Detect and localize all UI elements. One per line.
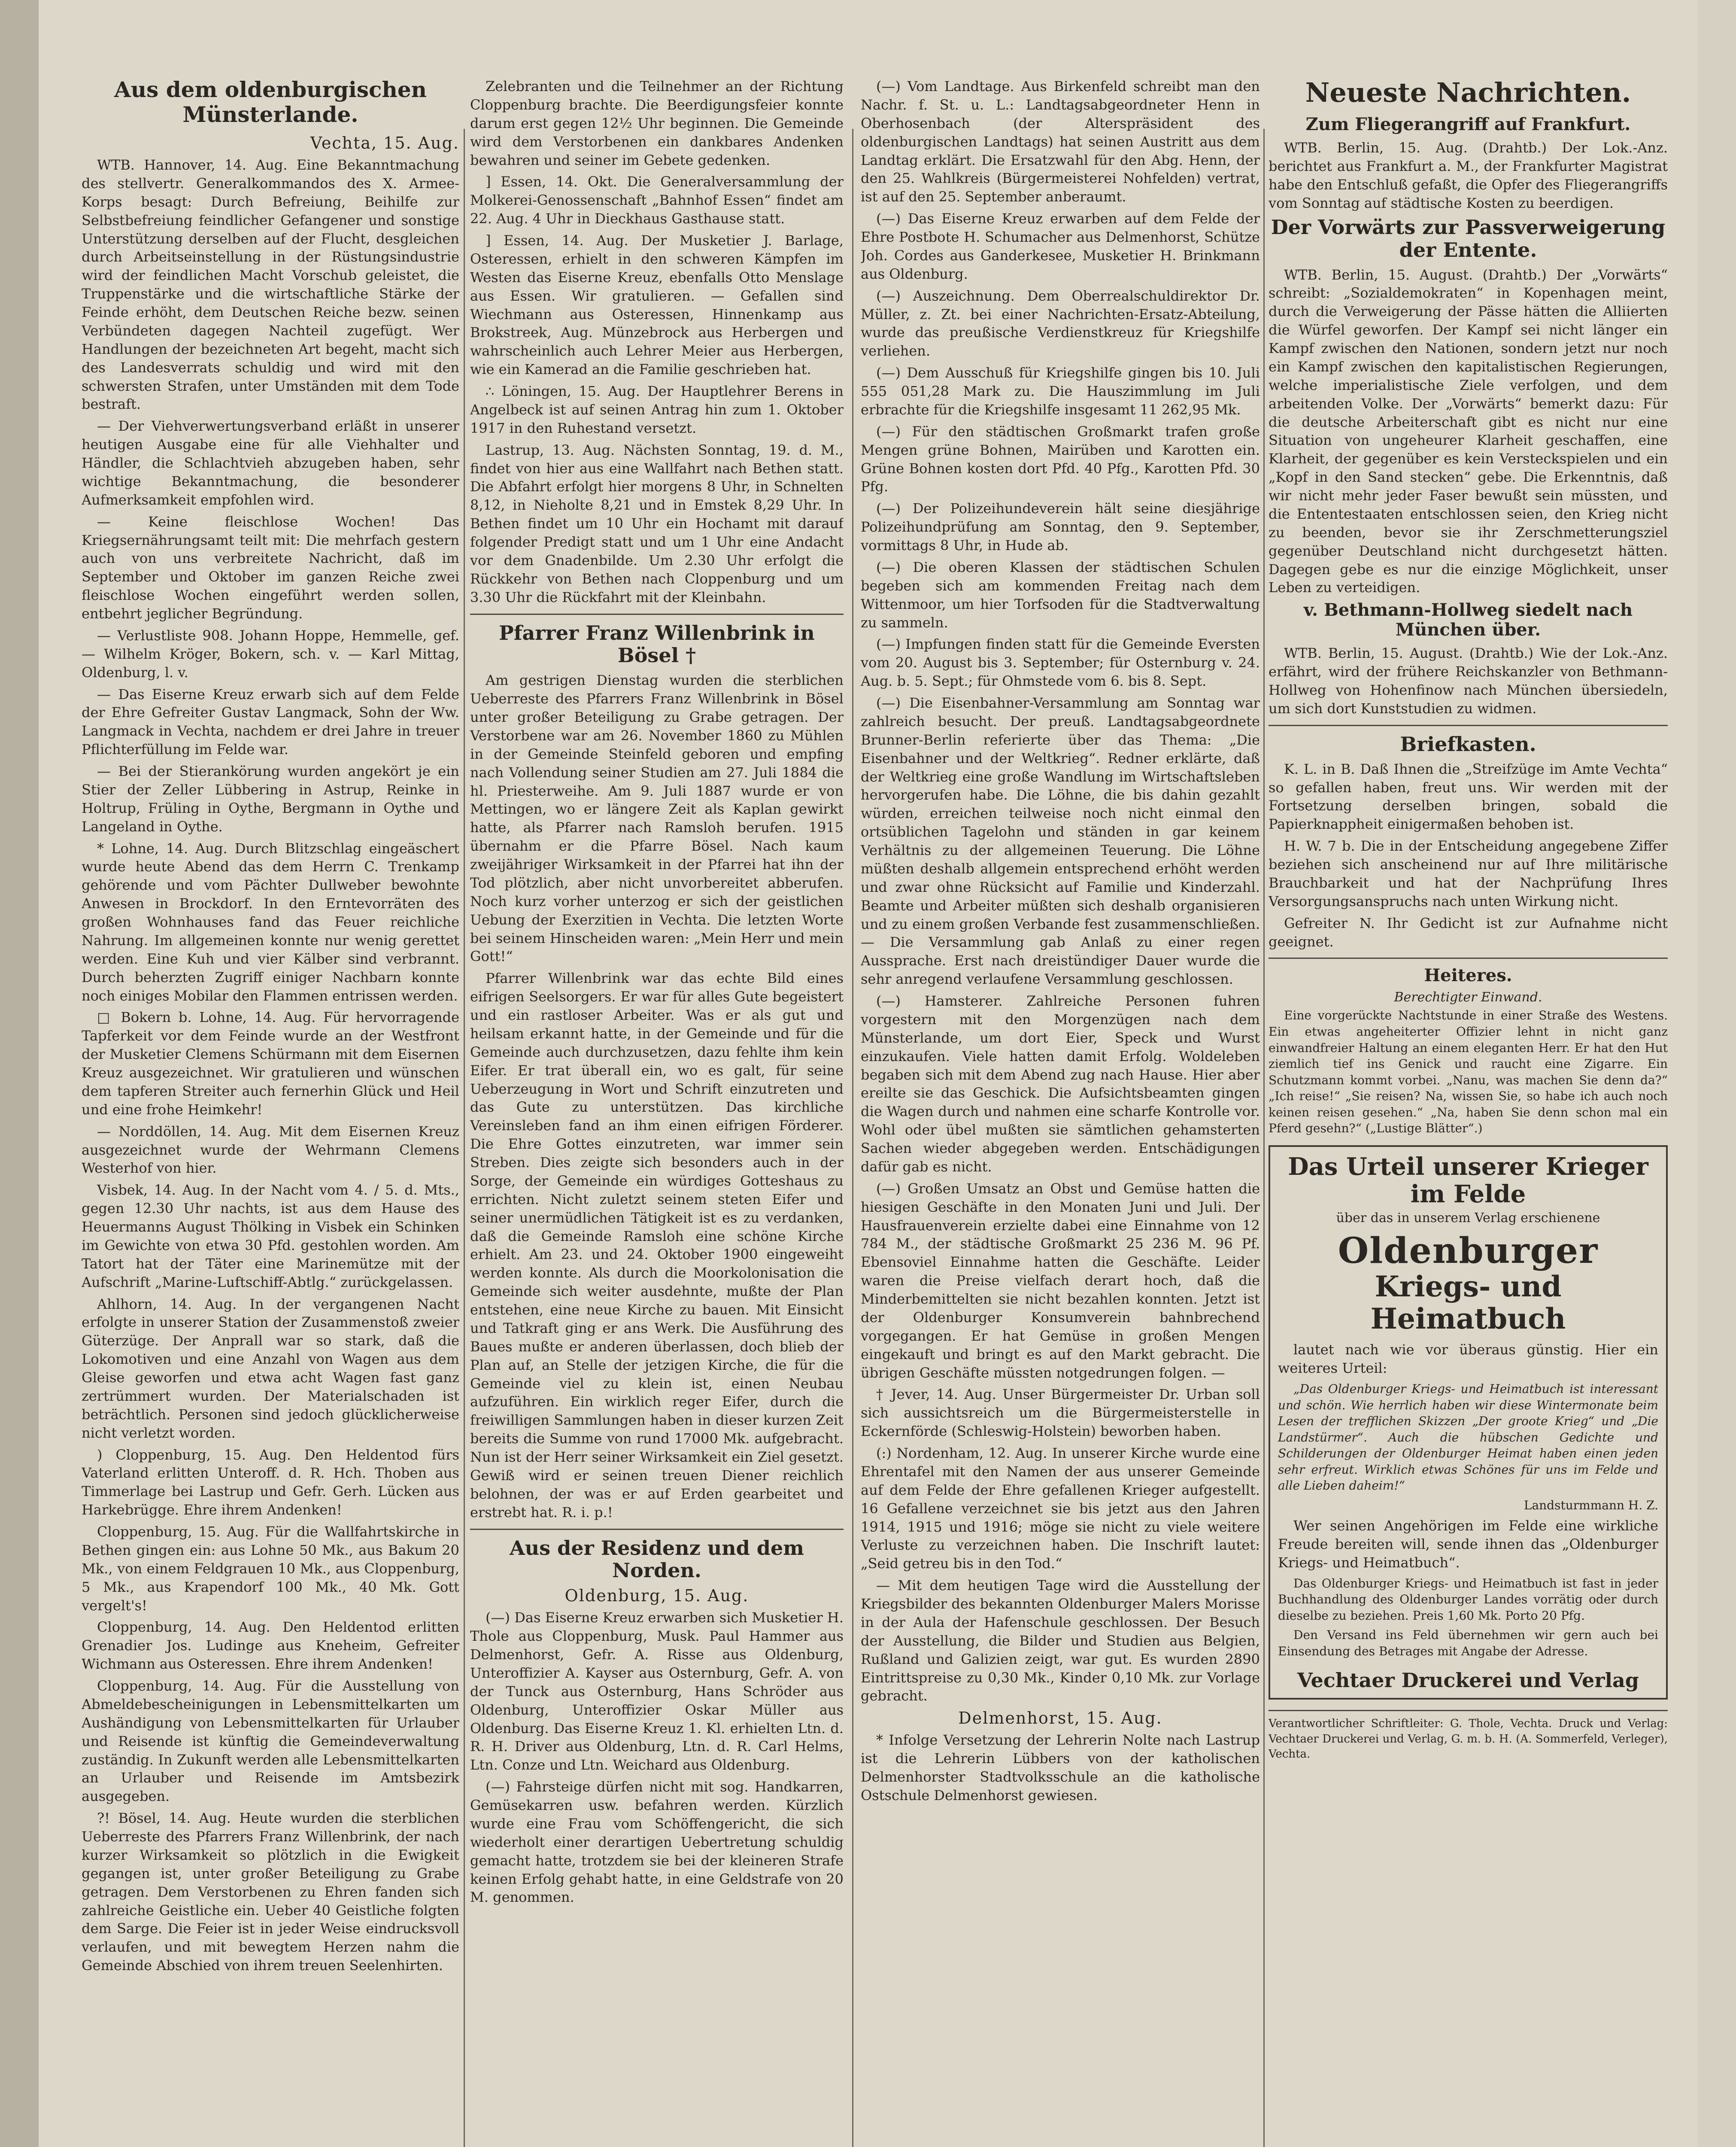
news-item: — Keine fleischlose Wochen! Das Kriegsernährungsamt teilt mit: Die mehrfach gestern auch von uns verbreitete Nachricht, daß im September und Oktober im ganzen Reiche zwei fleischlose Wochen eingeführt werden sollen, entbehrt jeglicher Begründung.	[82, 513, 459, 622]
ad-book-title-line2: Kriegs- und Heimatbuch	[1370, 1269, 1566, 1336]
column-1	[82, 77, 459, 2147]
news-headline: Der Vorwärts zur Passverweigerung der Entente.	[1271, 215, 1666, 262]
section-heading: Aus der Residenz und dem Norden.	[510, 1536, 804, 1582]
news-item: Zelebranten und die Teilnehmer an der Richtung Cloppenburg brachte. Die Beerdigungsfeier konnte darum erst gegen 12½ Uhr beginnen. Die Gemeinde wird dem Verstorbenen ein dankbares Andenken bewahren und seiner im Gebete gedenken.	[470, 78, 844, 168]
news-item: (—) Für den städtischen Großmarkt trafen große Mengen grüne Bohnen, Mairüben und Karotten ein. Grüne Bohnen kosten dort Pfd. 40 Pfg., Karotten Pfd. 30 Pfg.	[861, 423, 1260, 495]
news-item: Cloppenburg, 14. Aug. Den Heldentod erlitten Grenadier Jos. Ludinge aus Kneheim, Gefreiter Wichmann aus Osteressen. Ehre ihrem Andenken!	[82, 1619, 459, 1673]
article-list	[82, 156, 459, 1975]
heiteres-heading: Heiteres.	[1424, 965, 1512, 986]
news-item: (—) Vom Landtage. Aus Birkenfeld schreibt man den Nachr. f. St. u. L.: Landtagsabgeordneter Henn in Oberhosenbach (der Alterspräsident des oldenburgischen Landtags) hat seinen Austritt aus dem Landtag erklärt. Die Ersatzwahl für den Abg. Henn, der den 25. Wahlkreis (Bürgermeisterei Nohfelden) vertrat, ist auf den 25. September anberaumt.	[861, 78, 1260, 205]
dateline: Vechta, 15. Aug.	[310, 134, 459, 152]
news-item: Lastrup, 13. Aug. Nächsten Sonntag, 19. d. M., findet von hier aus eine Wallfahrt nach Bethen statt. Die Abfahrt erfolgt hier morgens 8 Uhr, in Schnelten 8,12, in Nieholte 8,21 und in Emstek 8,29 Uhr. In Bethen findet um 10 Uhr ein Hochamt mit darauf folgender Predigt statt und um 1 Uhr eine Andacht vor dem Gnadenbilde. Um 2.30 Uhr erfolgt die Rückkehr von Bethen nach Cloppenburg und um 3.30 Uhr die Rückfahrt mit der Kleinbahn.	[470, 441, 844, 605]
news-item: * Lohne, 14. Aug. Durch Blitzschlag eingeäschert wurde heute Abend das dem Herrn C. Trenkamp gehörende und vom Pächter Dullweber bewohnte Anwesen in Brockdorf. In den Erntevorräten des großen Wohnhauses fand das Feuer reichliche Nahrung. Im allgemeinen konnte nur wenig gerettet werden. Eine Kuh und vier Kälber sind verbrannt. Durch beherzten Zugriff einiger Nachbarn konnte noch einiges Mobilar den Flammen entrissen werden.	[82, 840, 459, 1004]
news-item: — Verlustliste 908. Johann Hoppe, Hemmelle, gef. — Wilhelm Kröger, Bokern, sch. v. — Karl Mittag, Oldenburg, l. v.	[82, 627, 459, 681]
divider	[470, 614, 844, 615]
news-item: ∴ Löningen, 15. Aug. Der Hauptlehrer Berens in Angelbeck ist auf seinen Antrag hin zum 1. Oktober 1917 in den Ruhestand versetzt.	[470, 383, 844, 436]
article-list	[861, 77, 1260, 1705]
ad-book-title: Oldenburger	[1338, 1230, 1599, 1272]
divider	[1269, 725, 1668, 726]
divider	[470, 1529, 844, 1530]
ad-title: Das Urteil unserer Krieger im Felde	[1288, 1152, 1648, 1208]
briefkasten-heading: Briefkasten.	[1400, 732, 1536, 756]
news-item: Gefreiter N. Ihr Gedicht ist zur Aufnahme nicht geeignet.	[1269, 915, 1668, 950]
dateline: Delmenhorst, 15. Aug.	[958, 1709, 1162, 1728]
advertisement	[1269, 1145, 1668, 1700]
briefkasten-list	[1269, 760, 1668, 951]
news-item: ] Essen, 14. Aug. Der Musketier J. Barlage, Osteressen, erhielt in den schweren Kämpfen im Westen das Eiserne Kreuz, ebenfalls Otto Menslage aus Essen. Wir gratulieren. — Gefallen sind Wiechmann aus Osteressen, Hinnenkamp aus Brokstreek, Aug. Münzebrock aus Herbergen und wahrscheinlich auch Lehrer Meier aus Herbergen, wie ein Kamerad an die Familie geschrieben hat.	[470, 232, 844, 378]
news-item: (—) Die Eisenbahner-Versammlung am Sonntag war zahlreich besucht. Der preuß. Landtagsabgeordnete Brunner-Berlin referierte über das Thema: „Die Eisenbahner und der Weltkrieg“. Redner erklärte, daß der Weltkrieg eine große Wandlung im Wirtschaftsleben hervorgerufen habe. Die Löhne, die bis dahin gezahlt würden, erreichen teilweise noch nicht einmal den ortsüblichen Tagelohn und ständen in gar keinem Verhältnis zu der allgemeinen Teuerung. Die Löhne müßten deshalb allgemein entsprechend erhöht werden und zwar ohne Rücksicht auf Familie und Kinderzahl. Beamte und Arbeiter müßten sich deshalb organisieren und zu einem großen Verbande fest zusammenschließen. — Die Versammlung gab Anlaß zu einer regen Aussprache. Erst nach dreistündiger Dauer wurde die sehr anregend verlaufene Versammlung geschlossen.	[861, 695, 1260, 988]
news-item: Visbek, 14. Aug. In der Nacht vom 4. / 5. d. Mts., gegen 12.30 Uhr nachts, ist aus dem Hause des Heuermanns August Thölking in Visbek ein Schinken im Gewichte von etwa 30 Pfd. gestohlen worden. Am Tatort hat der Täter eine Marinemütze mit der Aufschrift „Marine-Luftschiff-Abtlg.“ zurückgelassen.	[82, 1182, 459, 1290]
news-item: (—) Großen Umsatz an Obst und Gemüse hatten die hiesigen Geschäfte in den Monaten Juni und Juli. Der Hausfrauenverein erzielte dabei eine Einnahme von 12 784 M., der städtische Großmarkt 25 236 M. 96 Pf. Ebensoviel Einnahme hatten die Geschäfte. Leider waren die Preise vielfach derart hoch, daß die Minderbemittelten sie nicht bezahlen konnten. Jetzt ist der Oldenburger Konsumverein bahnbrechend vorgegangen. Er hat Gemüse in großen Mengen eingekauft und bringt es auf den Markt gebracht. Die übrigen Geschäfte müssten notgedrungen folgen. —	[861, 1180, 1260, 1381]
article-list	[470, 77, 844, 607]
news-text: WTB. Berlin, 15. Aug. (Drahtb.) Der Lok.-Anz. berichtet aus Frankfurt a. M., der Frankfurter Magistrat habe den Entschluß gefaßt, die Opfer des Fliegerangriffs vom Sonntag auf städtische Kosten zu beerdigen.	[1269, 140, 1668, 211]
news-item: — Bei der Stierankörung wurden angekört je ein Stier der Zeller Lübbering in Astrup, Reinke in Holtrup, Früling in Oythe, Bergmann in Oythe und Langeland in Oythe.	[82, 763, 459, 835]
news-item: Ahlhorn, 14. Aug. In der vergangenen Nacht erfolgte in unserer Station der Zusammenstoß zweier Güterzüge. Der Anprall war so stark, daß die Lokomotiven und eine Anzahl von Wagen aus dem Gleise geworfen und etwa acht Wagen fast ganz zertrümmert wurden. Der Materialschaden ist beträchtlich. Personen sind jedoch glücklicherweise nicht verletzt worden.	[82, 1295, 459, 1441]
ad-text: Wer seinen Angehörigen im Felde eine wirkliche Freude bereiten will, sende ihnen das „Oldenburger Kriegs- und Heimatbuch“.	[1278, 1517, 1658, 1571]
section-heading: Neueste Nachrichten.	[1305, 77, 1631, 108]
news-item: Cloppenburg, 14. Aug. Für die Ausstellung von Abmeldebescheinigungen in Lebensmittelkarten um Aushändigung von Lebensmittelkarten für Urlauber und Reisende ist künftig die Gemeindeverwaltung zuständig. In Zukunft werden alle Lebensmittelkarten an Urlauber und Reisende im Amtsbezirk ausgegeben.	[82, 1678, 459, 1805]
news-item: Am gestrigen Dienstag wurden die sterblichen Ueberreste des Pfarrers Franz Willenbrink in Bösel unter großer Beteiligung zu Grabe getragen. Der Verstorbene war am 26. November 1860 zu Mühlen in der Gemeinde Steinfeld geboren und empfing nach Vollendung seiner Studien am 27. Juli 1884 die hl. Priesterweihe. Am 9. Juli 1887 wurde er von Mettingen, wo er längere Zeit als Kaplan gewirkt hatte, als Pfarrer nach Ramsloh berufen. 1915 übernahm er die Pfarre Bösel. Nach kaum zweijähriger Wirksamkeit in der Pfarrei hat ihn der Tod plötzlich, aber nicht unvorbereitet abberufen. Noch kurz vorher unterzog er sich der geistlichen Uebung der Exerzitien in Vechta. Die letzten Worte bei seinem Hinscheiden waren: „Mein Herr und mein Gott!“	[470, 672, 844, 965]
dateline: Oldenburg, 15. Aug.	[565, 1586, 749, 1606]
news-item: (:) Nordenham, 12. Aug. In unserer Kirche wurde eine Ehrentafel mit den Namen der aus unserer Gemeinde auf dem Felde der Ehre gefallenen Krieger aufgestellt. 16 Gefallene verzeichnet sie bis jetzt aus den Jahren 1914, 1915 und 1916; möge sie nicht zu viele weitere Verluste zu verzeichnen haben. Die Inschrift lautet: „Seid getreu bis in den Tod.“	[861, 1445, 1260, 1572]
news-item: — Das Eiserne Kreuz erwarb sich auf dem Felde der Ehre Gefreiter Gustav Langmack, Sohn der Ww. Langmack in Vechta, nachdem er drei Jahre in treuer Pflichterfüllung im Felde war.	[82, 686, 459, 758]
news-item: (—) Die oberen Klassen der städtischen Schulen begeben sich am kommenden Freitag nach dem Wittenmoor, um hier Torfsoden für die Stadtverwaltung zu sammeln.	[861, 559, 1260, 631]
page-gutter-right	[1698, 0, 1736, 2147]
news-headline: Zum Fliegerangriff auf Frankfurt.	[1305, 114, 1631, 135]
ad-publisher: Vechtaer Druckerei und Verlag	[1297, 1669, 1639, 1692]
ad-lead: lautet nach wie vor überaus günstig. Hier ein weiteres Urteil:	[1278, 1341, 1658, 1377]
section-heading: Aus dem oldenburgischen Münsterlande.	[114, 77, 427, 127]
news-item: — Norddöllen, 14. Aug. Mit dem Eisernen Kreuz ausgezeichnet wurde der Wehrmann Clemens Westerhof von hier.	[82, 1123, 459, 1177]
heiteres-text: Eine vorgerückte Nachtstunde in einer Straße des Westens. Ein etwas angeheiterter Offizier lehnt in nicht ganz einwandfreier Haltung an einem eleganten Herr. Er hat den Hut ziemlich tief ins Genick und raucht eine Zigarre. Ein Schutzmann kommt vorbei. „Nanu, was machen Sie denn da?“ „Ich reise!“ „Sie reisen? Na, wissen Sie, so habe ich auch noch keinen reisen gesehen.“ „Na, haben Sie denn schon mal ein Pferd gesehn?“ („Lustige Blätter“.)	[1269, 1008, 1668, 1136]
heiteres-subtitle: Berechtigter Einwand.	[1394, 990, 1542, 1005]
news-text: WTB. Berlin, 15. August. (Drahtb.) Wie der Lok.-Anz. erfährt, wird der frühere Reichskanzler von Bethmann-Hollweg von Hohenfinow nach München übersiedeln, um sich dort Kunststudien zu widmen.	[1269, 645, 1668, 717]
news-item: Cloppenburg, 15. Aug. Für die Wallfahrtskirche in Bethen gingen ein: aus Lohne 50 Mk., aus Bakum 20 Mk., von einem Feldgrauen 10 Mk., aus Cloppenburg, 5 Mk., aus Krapendorf 100 Mk., 40 Mk. Gott vergelt's!	[82, 1524, 459, 1614]
ad-text: Das Oldenburger Kriegs- und Heimatbuch ist fast in jeder Buchhandlung des Oldenburger Landes vorrätig oder durch dieselbe zu beziehen. Preis 1,60 Mk. Porto 20 Pfg.	[1278, 1576, 1658, 1623]
imprint: Verantwortlicher Schriftleiter: G. Thole, Vechta. Druck und Verlag: Vechtaer Druckerei und Verlag, G. m. b. H. (A. Sommerfeld, Verleger), Vechta.	[1269, 1710, 1668, 1761]
ad-quote: „Das Oldenburger Kriegs- und Heimatbuch ist interessant und schön. Wie herrlich haben wir diese Wintermonate beim Lesen der trefflichen Skizzen „Der groote Krieg“ und „Die Landstürmer“. Auch die hübschen Gedichte und Schilderungen der Oldenburger Heimat haben einen jeden sehr erfreut. Wirklich etwas Schönes für uns im Felde und alle Lieben daheim!“	[1278, 1382, 1658, 1493]
news-item: ) Cloppenburg, 15. Aug. Den Heldentod fürs Vaterland erlitten Unteroff. d. R. Hch. Thoben aus Timmerlage bei Lastrup und Gefr. Gerh. Lücken aus Harkebrügge. Ehre ihrem Andenken!	[82, 1446, 459, 1518]
column-rule	[464, 129, 465, 2147]
news-item: (—) Der Polizeihundeverein hält seine diesjährige Polizeihundprüfung am Sonntag, den 9. September, vormittags 8 Uhr, in Hude ab.	[861, 500, 1260, 553]
news-headline: v. Bethmann-Hollweg siedelt nach München über.	[1303, 600, 1633, 640]
article-list	[470, 671, 844, 1521]
news-item: Pfarrer Willenbrink war das echte Bild eines eifrigen Seelsorgers. Er war für alles Gute begeistert und ein rastloser Arbeiter. Was er als gut und heilsam erkannt hatte, in der Gemeinde und für die Gemeinde auch durchzusetzen, dazu fehlte ihm kein Eifer. Er trat überall ein, wo es galt, für seine Ueberzeugung in Wort und Schrift einzutreten und das Gute zu unterstützen. Das kirchliche Vereinsleben fand an ihm einen eifrigen Förderer. Die Ehre Gottes einzutreten, war immer sein Streben. Dies zeigte sich besonders auch in der Sorge, der Gemeinde ein würdiges Gotteshaus zu errichten. Nicht zuletzt seinem steten Eifer und seiner unermüdlichen Tätigkeit ist es zu verdanken, daß die Gemeinde Ramsloh eine schöne Kirche erhielt. Am 23. und 24. Oktober 1900 eingeweiht werden konnte. Als durch die Moorkolonisation die Gemeinde sich weiter ausdehnte, mußte der Plan entstehen, eine neue Kirche zu bauen. Mit Einsicht und Tatkraft ging er ans Werk. Die Ausführung des Baues mußte er anderen überlassen, doch blieb der Plan auf, an Stelle der jetzigen Kirche, die für die Gemeinde viel zu klein ist, einen Neubau aufzuführen. Ein wirklich reger Eifer, durch die freiwilligen Sammlungen haben in dieser kurzen Zeit bereits die Summe von rund 17000 Mk. aufgebracht. Nun ist der Herr seiner Wirksamkeit ein Ziel gesetzt. Gewiß wird er seinen treuen Diener reichlich belohnen, der was er auf Erden gearbeitet und erstrebt hat. R. i. p.!	[470, 970, 844, 1521]
column-rule	[852, 129, 853, 2147]
column-3	[861, 77, 1260, 2147]
obituary-heading: Pfarrer Franz Willenbrink in Bösel †	[499, 621, 815, 667]
news-item: (—) Dem Ausschuß für Kriegshilfe gingen bis 10. Juli 555 051,28 Mark zu. Die Hauszimmlung im Juli erbrachte für die Kriegshilfe insgesamt 11 262,95 Mk.	[861, 365, 1260, 418]
news-item: — Der Viehverwertungsverband erläßt in unserer heutigen Ausgabe eine für alle Viehhalter und Händler, die Schlachtvieh abzugeben haben, sehr wichtige Bekanntmachung, die besonderer Aufmerksamkeit empfohlen wird.	[82, 418, 459, 508]
article-list	[861, 1731, 1260, 1805]
news-item: (—) Das Eiserne Kreuz erwarben sich Musketier H. Thole aus Cloppenburg, Musk. Paul Hammer aus Delmenhorst, Gefr. A. Risse aus Oldenburg, Unteroffizier A. Kayser aus Osternburg, Gefr. A. von der Tunck aus Osternburg, Hans Schröder aus Oldenburg, Unteroffizier Oskar Müller aus Oldenburg. Das Eiserne Kreuz 1. Kl. erhielten Ltn. d. R. H. Driver aus Oldenburg, Ltn. d. R. Carl Helms, Ltn. Conze und Ltn. Weichard aus Oldenburg.	[470, 1609, 844, 1773]
article-list	[470, 1609, 844, 1907]
news-item: (—) Hamsterer. Zahlreiche Personen fuhren vorgestern mit den Morgenzügen nach dem Münsterlande, um dort Eier, Speck und Wurst einzukaufen. Viele hatten damit Erfolg. Woldeleben begaben sich mit dem Abend zug nach Hause. Hier aber ereilte sie das Geschick. Die Aufsichtsbeamten gingen die Wagen durch und nahmen eine scharfe Kontrolle vor. Wohl oder übel mußten sie sämtlichen gehamsterten Sachen wieder abgegeben werden. Entschädigungen dafür gab es nicht.	[861, 993, 1260, 1175]
divider	[1269, 958, 1668, 959]
ad-text: Den Versand ins Feld übernehmen wir gern auch bei Einsendung des Betrages mit Angabe der Adresse.	[1278, 1628, 1658, 1658]
news-item: * Infolge Versetzung der Lehrerin Nolte nach Lastrup ist die Lehrerin Lübbers von der katholischen Delmenhorster Stadtvolksschule an die katholische Ostschule Delmenhorst gewiesen.	[861, 1732, 1260, 1803]
news-item: □ Bokern b. Lohne, 14. Aug. Für hervorragende Tapferkeit vor dem Feinde wurde an der Westfront der Musketier Clemens Schürmann mit dem Eisernen Kreuz ausgezeichnet. Wir gratulieren und wünschen dem tapferen Streiter auch fernerhin Glück und Heil und eine frohe Heimkehr!	[82, 1009, 459, 1118]
news-item: (—) Fahrsteige dürfen nicht mit sog. Handkarren, Gemüsekarren usw. befahren werden. Kürzlich wurde eine Frau vom Schöffengericht, die sich wiederholt einer derartigen Uebertretung schuldig gemacht hatte, trotzdem sie bei der kleineren Strafe keinen Erfolg gehabt hatte, in eine Geldstrafe von 20 M. genommen.	[470, 1779, 844, 1906]
news-item: (—) Auszeichnung. Dem Oberrealschuldirektor Dr. Müller, z. Zt. bei einer Nachrichten-Ersatz-Abteilung, wurde das preußische Verdienstkreuz für Kriegshilfe verliehen.	[861, 287, 1260, 359]
column-rule	[1263, 129, 1265, 2147]
news-item: ] Essen, 14. Okt. Die Generalversammlung der Molkerei-Genossenschaft „Bahnhof Essen“ findet am 22. Aug. 4 Uhr in Dieckhaus Gasthause statt.	[470, 173, 844, 227]
news-item: H. W. 7 b. Die in der Entscheidung angegebene Ziffer beziehen sich anscheinend nur auf Ihre militärische Brauchbarkeit und hat der Nachprüfung Ihres Versorgungsanspruchs nach unten Wirkung nicht.	[1269, 838, 1668, 909]
ad-subtitle: über das in unserem Verlag erschienene	[1336, 1210, 1600, 1226]
news-item: WTB. Hannover, 14. Aug. Eine Bekanntmachung des stellvertr. Generalkommandos des X. Armee-Korps besagt: Durch Befreiung, Beihilfe zur Selbstbefreiung feindlicher Gefangener und sonstige Unterstützung derselben auf der Flucht, desgleichen durch Arbeitseinstellung in der Rüstungsindustrie wird der feindlichen Macht Vorschub geleistet, die Truppenstärke und die wirtschaftliche Stärke der Feinde erhöht, dem Deutschen Reiche bezw. seinen Verbündeten dagegen Nachteil zugefügt. Wer Handlungen der bezeichneten Art begeht, macht sich des Landesverrats schuldig und wird mit den schwersten Strafen, unter Umständen mit dem Tode bestraft.	[82, 157, 459, 413]
news-item: K. L. in B. Daß Ihnen die „Streifzüge im Amte Vechta“ so gefallen haben, freut uns. Wir werden mit der Fortsetzung derselben bringen, sobald die Papierknappheit einigermaßen behoben ist.	[1269, 760, 1668, 833]
news-item: (—) Das Eiserne Kreuz erwarben auf dem Felde der Ehre Postbote H. Schumacher aus Delmenhorst, Schütze Joh. Cordes aus Ganderkesee, Musketier H. Brinkmann aus Oldenburg.	[861, 210, 1260, 282]
column-4	[1269, 77, 1668, 2147]
ad-signature: Landsturmmann H. Z.	[1524, 1498, 1658, 1512]
news-item: — Mit dem heutigen Tage wird die Ausstellung der Kriegsbilder des bekannten Oldenburger Malers Morisse in der Aula der Hafenschule geschlossen. Der Besuch der Ausstellung, die Bilder und Studien aus Belgien, Rußland und Galizien zeigt, war gut. Es wurden 2890 Eintrittspreise zu 0,30 Mk., Kinder 0,10 Mk. zur Vorlage gebracht.	[861, 1577, 1260, 1704]
news-item: (—) Impfungen finden statt für die Gemeinde Eversten vom 20. August bis 3. September; für Osternburg v. 24. Aug. b. 5. Sept.; für Ohmstede vom 6. bis 8. Sept.	[861, 636, 1260, 690]
news-item: † Jever, 14. Aug. Unser Bürgermeister Dr. Urban soll sich aussichtsreich um die Bürgermeisterstelle in Eckernförde (Schleswig-Holstein) beworben haben.	[861, 1386, 1260, 1440]
news-text: WTB. Berlin, 15. August. (Drahtb.) Der „Vorwärts“ schreibt: „Sozialdemokraten“ in Kopenhagen meint, durch die Verweigerung der Pässe hätten die Alliierten die Würfel geworfen. Der Kampf sei nicht länger ein Kampf zwischen den Nationen, sondern jetzt nur noch ein Kampf zwischen den kapitalistischen Regierungen, welche imperialistische Ziele verfolgen, und dem arbeitenden Volke. Der „Vorwärts“ bemerkt dazu: Für die deutsche Arbeiterschaft gibt es nicht nur eine Situation von ungeheurer Klarheit geschaffen, eine Klarheit, der gegenüber es kein Versteckspielen und ein „Kopf in den Sand stecken“ gebe. Die Erkenntnis, daß wir nicht mehr jeder Faser bewußt sein müssten, und die Ententestaaten entschlossen seien, den Krieg nicht zu beenden, bevor sie ihr Zerschmetterungsziel gegenüber Deutschland nicht durchgesetzt hätten. Dagegen gebe es nur die einzige Möglichkeit, unser Leben zu verteidigen.	[1269, 266, 1668, 596]
column-2	[470, 77, 844, 2147]
news-item: ?! Bösel, 14. Aug. Heute wurden die sterblichen Ueberreste des Pfarrers Franz Willenbrink, der nach kurzer Wirksamkeit so plötzlich in die Ewigkeit gegangen ist, unter großer Beteiligung zu Grabe getragen. Dem Verstorbenen zu Ehren fanden sich zahlreiche Geistliche ein. Ueber 40 Geistliche folgten dem Sarge. Die Feier ist in jeder Weise eindrucksvoll verlaufen, und mit bewegtem Herzen nahm die Gemeinde Abschied von ihrem treuen Seelenhirten.	[82, 1810, 459, 1974]
